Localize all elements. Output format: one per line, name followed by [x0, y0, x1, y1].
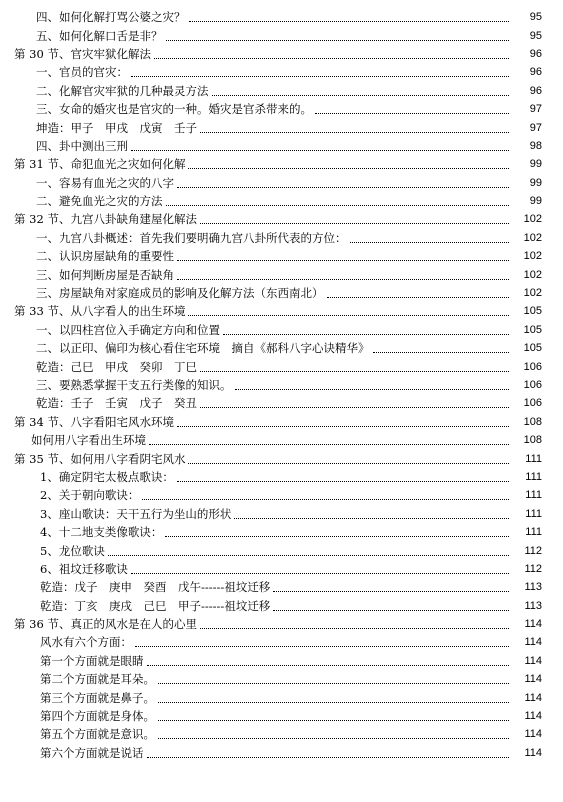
toc-entry-title: 6、祖坟迁移歌诀 [40, 560, 131, 578]
toc-page-number: 111 [525, 452, 542, 465]
toc-page-number: 98 [529, 139, 542, 152]
toc-entry[interactable] [0, 597, 563, 615]
toc-entry[interactable] [0, 247, 563, 265]
toc-page-number: 113 [524, 599, 542, 612]
toc-entry-title: 第 32 节、九宫八卦缺角建屋化解法 [14, 210, 200, 228]
toc-entry[interactable] [0, 505, 563, 523]
toc-entry-title: 如何用八字看出生环境 [31, 431, 149, 449]
toc-entry[interactable] [0, 100, 563, 118]
dot-leader [142, 499, 509, 500]
dot-leader [373, 352, 510, 353]
toc-entry-title: 乾造：壬子 壬寅 戊子 癸丑 [36, 394, 200, 412]
dot-leader [158, 738, 509, 739]
dot-leader [273, 610, 509, 611]
dot-leader [147, 665, 510, 666]
dot-leader [166, 205, 510, 206]
toc-entry[interactable] [0, 744, 563, 762]
dot-leader [108, 555, 509, 556]
toc-entry-title: 乾造：戊子 庚申 癸酉 戊午------祖坟迁移 [40, 578, 273, 596]
toc-page-number: 102 [523, 231, 542, 244]
toc-entry-title: 5、龙位歌诀 [40, 542, 108, 560]
toc-entry[interactable] [0, 652, 563, 670]
toc-entry-title: 二、避免血光之灾的方法 [36, 192, 166, 210]
dot-leader [131, 76, 509, 77]
toc-page-number: 102 [523, 213, 542, 226]
toc-entry[interactable] [0, 174, 563, 192]
toc-entry-title: 一、九宫八卦概述：首先我们要明确九宫八卦所代表的方位： [36, 229, 350, 247]
toc-entry[interactable] [0, 284, 563, 302]
toc-section-entry[interactable] [0, 615, 563, 633]
toc-page-number: 96 [529, 47, 542, 60]
toc-section-entry[interactable] [0, 413, 563, 431]
toc-entry[interactable] [0, 486, 563, 504]
dot-leader [177, 187, 509, 188]
dot-leader [131, 573, 509, 574]
dot-leader [177, 260, 509, 261]
toc-entry[interactable] [0, 8, 563, 26]
toc-entry[interactable] [0, 376, 563, 394]
dot-leader [188, 168, 509, 169]
toc-entry-title: 二、认识房屋缺角的重要性 [36, 247, 177, 265]
toc-page-number: 114 [524, 618, 542, 631]
toc-entry-title: 三、房屋缺角对家庭成员的影响及化解方法（东西南北） [36, 284, 327, 302]
toc-entry-title: 乾造：己巳 甲戌 癸卯 丁巳 [36, 358, 200, 376]
toc-entry-title: 三、如何判断房屋是否缺角 [36, 266, 177, 284]
toc-page-number: 114 [524, 710, 542, 723]
dot-leader [189, 21, 510, 22]
dot-leader [158, 720, 509, 721]
toc-entry-title: 第五个方面就是意识。 [40, 725, 158, 743]
toc-page-number: 102 [523, 268, 542, 281]
dot-leader [200, 223, 509, 224]
toc-page-number: 105 [523, 305, 542, 318]
toc-entry-title: 一、以四柱宫位入手确定方向和位置 [36, 321, 223, 339]
dot-leader [135, 646, 509, 647]
toc-entry-title: 第 31 节、命犯血光之灾如何化解 [14, 155, 188, 173]
toc-entry[interactable] [0, 633, 563, 651]
toc-page-number: 99 [529, 176, 542, 189]
toc-page-number: 114 [524, 691, 542, 704]
toc-entry-title: 第三个方面就是鼻子。 [40, 689, 158, 707]
toc-entry[interactable] [0, 725, 563, 743]
toc-page-number: 97 [529, 103, 542, 116]
toc-section-entry[interactable] [0, 155, 563, 173]
toc-entry-title: 三、女命的婚灾也是官灾的一种。婚灾是官杀带来的。 [36, 100, 315, 118]
toc-entry-title: 四、卦中测出三刑 [36, 137, 131, 155]
toc-entry[interactable] [0, 229, 563, 247]
toc-entry[interactable] [0, 63, 563, 81]
dot-leader [212, 95, 510, 96]
toc-entry-title: 第 36 节、真正的风水是在人的心里 [14, 615, 200, 633]
toc-entry-title: 第 30 节、官灾牢狱化解法 [14, 45, 154, 63]
toc-page-number: 111 [525, 470, 542, 483]
dot-leader [177, 426, 509, 427]
dot-leader [165, 536, 509, 537]
dot-leader [200, 132, 509, 133]
toc-entry-title: 第四个方面就是身体。 [40, 707, 158, 725]
toc-entry[interactable] [0, 578, 563, 596]
toc-page-number: 114 [524, 673, 542, 686]
toc-entry[interactable] [0, 541, 563, 559]
dot-leader [158, 702, 509, 703]
dot-leader [166, 40, 510, 41]
toc-entry[interactable] [0, 321, 563, 339]
dot-leader [235, 389, 510, 390]
dot-leader [131, 150, 509, 151]
toc-entry-title: 乾造：丁亥 庚戌 己巳 甲子------祖坟迁移 [40, 597, 273, 615]
toc-page-number: 96 [529, 66, 542, 79]
toc-entry-title: 第 35 节、如何用八字看阴宅风水 [14, 450, 188, 468]
toc-section-entry[interactable] [0, 210, 563, 228]
toc-page-number: 114 [524, 636, 542, 649]
toc-page-number: 105 [523, 323, 542, 336]
toc-entry[interactable] [0, 357, 563, 375]
toc-entry[interactable] [0, 560, 563, 578]
toc-entry-title: 坤造：甲子 甲戌 戊寅 壬子 [36, 119, 200, 137]
toc-entry[interactable] [0, 192, 563, 210]
toc-entry[interactable] [0, 468, 563, 486]
dot-leader [147, 757, 510, 758]
dot-leader [200, 628, 509, 629]
toc-page-number: 106 [523, 360, 542, 373]
toc-page-number: 106 [523, 379, 542, 391]
dot-leader [154, 58, 509, 59]
toc-entry-title: 第六个方面就是说话 [40, 744, 147, 762]
toc-entry[interactable] [0, 118, 563, 136]
toc-entry[interactable] [0, 394, 563, 412]
toc-page-number: 102 [523, 287, 542, 300]
toc-section-entry[interactable] [0, 45, 563, 63]
toc-page-number: 106 [523, 397, 542, 410]
toc-page-number: 96 [529, 84, 542, 97]
toc-page-number: 114 [524, 728, 542, 741]
toc-entry[interactable] [0, 265, 563, 283]
dot-leader [200, 371, 509, 372]
dot-leader [149, 444, 509, 445]
toc-entry-title: 2、关于朝向歌诀： [40, 486, 142, 504]
toc-page-number: 113 [524, 581, 542, 594]
toc-entry-title: 五、如何化解口舌是非？ [36, 27, 166, 45]
toc-entry-title: 一、容易有血光之灾的八字 [36, 174, 177, 192]
toc-page-number: 95 [529, 29, 542, 42]
toc-entry-title: 第一个方面就是眼睛 [40, 652, 147, 670]
toc-page-number: 114 [524, 746, 542, 759]
toc-page-number: 105 [523, 342, 542, 355]
toc-entry[interactable] [0, 26, 563, 44]
toc-page-number: 111 [525, 526, 542, 539]
toc-entry-title: 第 34 节、八字看阳宅风水环境 [14, 413, 177, 431]
dot-leader [350, 242, 510, 243]
toc-entry[interactable] [0, 431, 563, 449]
toc-entry-title: 1、确定阴宅太极点歌诀： [40, 468, 177, 486]
toc-page-number: 114 [524, 654, 542, 667]
toc-entry[interactable] [0, 688, 563, 706]
table-of-contents [0, 8, 563, 762]
toc-entry[interactable] [0, 339, 563, 357]
toc-section-entry[interactable] [0, 302, 563, 320]
dot-leader [223, 334, 509, 335]
toc-entry-title: 第 33 节、从八字看人的出生环境 [14, 302, 188, 320]
toc-page-number: 95 [529, 11, 542, 24]
toc-entry[interactable] [0, 82, 563, 100]
toc-entry[interactable] [0, 137, 563, 155]
toc-entry-title: 风水有六个方面： [40, 633, 135, 651]
toc-page-number: 108 [523, 434, 542, 447]
toc-entry-title: 三、要熟悉掌握干支五行类像的知识。 [36, 376, 235, 394]
toc-page-number: 108 [523, 415, 542, 428]
toc-section-entry[interactable] [0, 449, 563, 467]
toc-entry[interactable] [0, 707, 563, 725]
dot-leader [315, 113, 509, 114]
toc-entry-title: 第二个方面就是耳朵。 [40, 670, 158, 688]
dot-leader [273, 591, 509, 592]
toc-entry-title: 二、化解官灾牢狱的几种最灵方法 [36, 82, 212, 100]
dot-leader [177, 481, 509, 482]
dot-leader [188, 315, 509, 316]
dot-leader [200, 407, 509, 408]
toc-page-number: 102 [523, 250, 542, 263]
toc-entry[interactable] [0, 670, 563, 688]
toc-page-number: 97 [529, 121, 542, 134]
dot-leader [234, 518, 509, 519]
toc-page-number: 112 [524, 544, 542, 557]
toc-page-number: 111 [525, 507, 542, 520]
toc-page-number: 112 [524, 562, 542, 575]
toc-entry-title: 二、以正印、偏印为核心看住宅环境 摘自《郝科八字心诀精华》 [36, 339, 373, 357]
toc-page-number: 111 [525, 489, 542, 502]
toc-page-number: 99 [529, 158, 542, 171]
toc-entry-title: 一、官员的官灾： [36, 63, 131, 81]
dot-leader [188, 463, 509, 464]
toc-entry-title: 3、座山歌诀：天干五行为坐山的形状 [40, 505, 234, 523]
dot-leader [327, 297, 510, 298]
dot-leader [177, 279, 509, 280]
toc-entry-title: 四、如何化解打骂公婆之灾？ [36, 8, 189, 26]
dot-leader [158, 683, 509, 684]
toc-page-number: 99 [529, 195, 542, 208]
toc-entry-title: 4、十二地支类像歌诀： [40, 523, 165, 541]
toc-entry[interactable] [0, 523, 563, 541]
